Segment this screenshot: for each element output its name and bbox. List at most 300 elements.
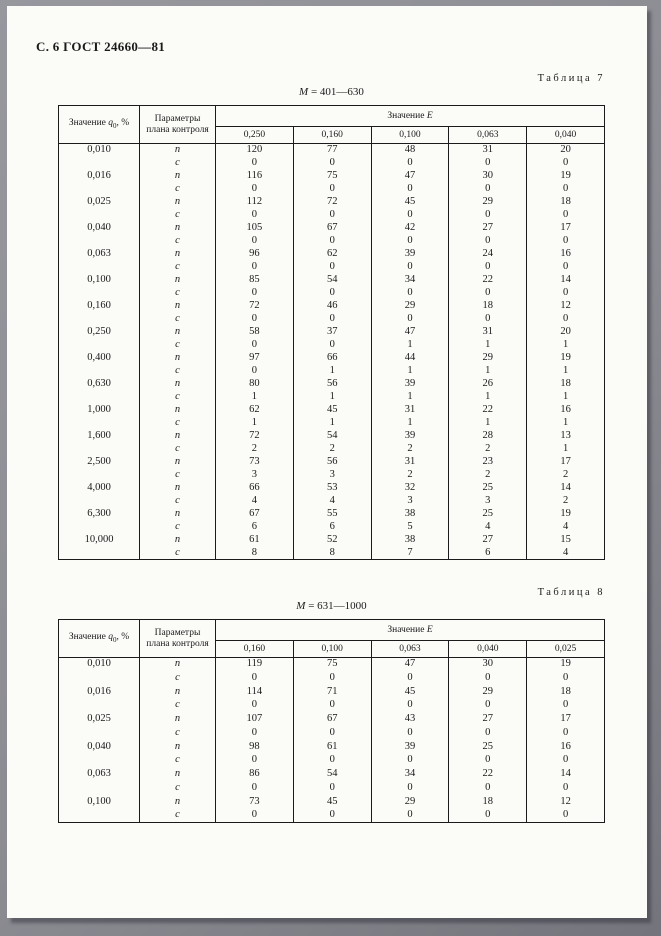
q-value-cell — [59, 443, 140, 456]
value-cell: 22 — [449, 404, 527, 417]
param-label-cell: c — [140, 287, 216, 300]
q-value-cell: 0,016 — [59, 170, 140, 183]
value-cell: 20 — [527, 144, 605, 157]
value-cell: 37 — [293, 326, 371, 339]
value-cell: 0 — [293, 261, 371, 274]
value-cell: 47 — [371, 326, 449, 339]
value-cell: 72 — [293, 196, 371, 209]
value-cell: 45 — [371, 685, 449, 699]
data-row — [59, 508, 605, 521]
table-8-body — [59, 658, 605, 823]
value-cell: 47 — [371, 658, 449, 672]
table-8-section — [58, 586, 605, 823]
data-row — [59, 781, 605, 795]
value-cell: 0 — [371, 781, 449, 795]
value-cell: 20 — [527, 326, 605, 339]
value-cell: 0 — [293, 726, 371, 740]
value-cell: 0 — [216, 261, 294, 274]
param-label-cell: n — [140, 274, 216, 287]
value-cell: 18 — [527, 196, 605, 209]
data-row — [59, 378, 605, 391]
value-cell: 26 — [449, 378, 527, 391]
value-cell: 0 — [371, 287, 449, 300]
value-cell: 3 — [371, 495, 449, 508]
value-cell: 1 — [527, 339, 605, 352]
param-label-cell: c — [140, 339, 216, 352]
value-cell: 0 — [527, 287, 605, 300]
table-7-caption: Таблица 7 — [537, 73, 605, 84]
value-cell: 73 — [216, 795, 294, 809]
value-cell: 1 — [527, 365, 605, 378]
value-cell: 75 — [293, 170, 371, 183]
data-row — [59, 754, 605, 768]
data-row — [59, 768, 605, 782]
value-cell: 8 — [293, 547, 371, 560]
param-label-cell: c — [140, 313, 216, 326]
q-value-cell — [59, 547, 140, 560]
value-cell: 29 — [449, 685, 527, 699]
param-label-cell: n — [140, 508, 216, 521]
value-cell: 12 — [527, 300, 605, 313]
e-value-header: 0,160 — [216, 641, 294, 658]
q-value-cell — [59, 699, 140, 713]
param-label-cell: c — [140, 671, 216, 685]
value-cell: 25 — [449, 740, 527, 754]
value-cell: 1 — [527, 443, 605, 456]
data-row — [59, 235, 605, 248]
value-cell: 0 — [527, 809, 605, 823]
value-cell: 46 — [293, 300, 371, 313]
value-cell: 0 — [527, 671, 605, 685]
e-value-header: 0,040 — [449, 641, 527, 658]
value-cell: 0 — [293, 671, 371, 685]
value-cell: 3 — [216, 469, 294, 482]
value-cell: 48 — [371, 144, 449, 157]
value-cell: 47 — [371, 170, 449, 183]
value-cell: 120 — [216, 144, 294, 157]
value-cell: 0 — [527, 261, 605, 274]
value-cell: 0 — [371, 809, 449, 823]
value-cell: 0 — [449, 781, 527, 795]
table-7-body — [59, 144, 605, 560]
title-range: = 401—630 — [308, 86, 364, 98]
table-8-title — [58, 600, 605, 613]
value-cell: 16 — [527, 740, 605, 754]
data-row — [59, 521, 605, 534]
param-label-cell: c — [140, 809, 216, 823]
value-cell: 3 — [449, 495, 527, 508]
value-cell: 2 — [371, 469, 449, 482]
q-value-cell: 0,063 — [59, 248, 140, 261]
value-cell: 29 — [449, 352, 527, 365]
param-label-cell: n — [140, 685, 216, 699]
value-cell: 32 — [371, 482, 449, 495]
data-row — [59, 183, 605, 196]
value-cell: 0 — [216, 699, 294, 713]
value-cell: 0 — [449, 313, 527, 326]
value-cell: 73 — [216, 456, 294, 469]
q-value-cell: 0,063 — [59, 768, 140, 782]
e-value-header: 0,250 — [216, 127, 294, 144]
value-cell: 39 — [371, 378, 449, 391]
value-cell: 55 — [293, 508, 371, 521]
value-cell: 45 — [293, 404, 371, 417]
value-cell: 38 — [371, 534, 449, 547]
table-8-caption: Таблица 8 — [537, 587, 605, 598]
value-cell: 19 — [527, 508, 605, 521]
value-cell: 75 — [293, 658, 371, 672]
value-cell: 39 — [371, 740, 449, 754]
value-cell: 56 — [293, 456, 371, 469]
value-cell: 0 — [293, 313, 371, 326]
value-cell: 0 — [293, 699, 371, 713]
data-row — [59, 495, 605, 508]
data-row — [59, 443, 605, 456]
value-cell: 30 — [449, 170, 527, 183]
title-variable: M — [296, 600, 306, 612]
value-cell: 7 — [371, 547, 449, 560]
value-cell: 0 — [449, 183, 527, 196]
value-cell: 1 — [371, 417, 449, 430]
param-label-cell: n — [140, 482, 216, 495]
value-cell: 52 — [293, 534, 371, 547]
data-row — [59, 352, 605, 365]
value-cell: 34 — [371, 274, 449, 287]
e-value-header: 0,025 — [527, 641, 605, 658]
value-cell: 85 — [216, 274, 294, 287]
value-cell: 0 — [216, 365, 294, 378]
data-row — [59, 391, 605, 404]
value-cell: 31 — [371, 456, 449, 469]
q-value-cell: 0,100 — [59, 274, 140, 287]
value-cell: 0 — [216, 313, 294, 326]
param-label-cell: c — [140, 781, 216, 795]
value-cell: 1 — [449, 339, 527, 352]
param-label-cell: c — [140, 443, 216, 456]
q-value-cell: 1,000 — [59, 404, 140, 417]
q-value-cell — [59, 209, 140, 222]
data-row — [59, 196, 605, 209]
value-cell: 39 — [371, 430, 449, 443]
page-header: С. 6 ГОСТ 24660—81 — [36, 39, 166, 54]
value-cell: 27 — [449, 713, 527, 727]
value-cell: 1 — [216, 391, 294, 404]
value-cell: 62 — [216, 404, 294, 417]
value-cell: 54 — [293, 768, 371, 782]
value-cell: 31 — [371, 404, 449, 417]
value-cell: 0 — [216, 671, 294, 685]
q-value-cell — [59, 521, 140, 534]
value-cell: 0 — [527, 313, 605, 326]
param-label-cell: n — [140, 768, 216, 782]
q-value-cell: 0,010 — [59, 144, 140, 157]
param-label-cell: n — [140, 352, 216, 365]
param-label-cell: n — [140, 248, 216, 261]
value-cell: 61 — [293, 740, 371, 754]
value-cell: 30 — [449, 658, 527, 672]
param-label-cell: n — [140, 196, 216, 209]
data-row — [59, 713, 605, 727]
value-cell: 0 — [449, 261, 527, 274]
data-row — [59, 170, 605, 183]
q-value-cell — [59, 781, 140, 795]
page-content — [58, 72, 605, 823]
data-row — [59, 287, 605, 300]
value-cell: 27 — [449, 534, 527, 547]
q-header-symbol: q — [108, 117, 113, 128]
value-cell: 0 — [293, 781, 371, 795]
value-cell: 0 — [371, 754, 449, 768]
value-cell: 0 — [449, 209, 527, 222]
q-value-cell: 0,100 — [59, 795, 140, 809]
param-label-cell: n — [140, 404, 216, 417]
value-cell: 17 — [527, 456, 605, 469]
param-label-cell: c — [140, 726, 216, 740]
value-cell: 14 — [527, 768, 605, 782]
title-variable: M — [299, 86, 309, 98]
value-cell: 43 — [371, 713, 449, 727]
value-cell: 25 — [449, 508, 527, 521]
value-cell: 13 — [527, 430, 605, 443]
param-label-cell: n — [140, 534, 216, 547]
value-cell: 0 — [449, 754, 527, 768]
value-cell: 1 — [293, 417, 371, 430]
value-cell: 0 — [216, 287, 294, 300]
data-row — [59, 209, 605, 222]
value-cell: 112 — [216, 196, 294, 209]
value-cell: 2 — [449, 469, 527, 482]
value-cell: 4 — [449, 521, 527, 534]
q-header-unit: , % — [116, 117, 130, 128]
param-label-cell: n — [140, 144, 216, 157]
q-value-cell: 0,630 — [59, 378, 140, 391]
value-cell: 0 — [216, 209, 294, 222]
value-cell: 45 — [293, 795, 371, 809]
data-row — [59, 795, 605, 809]
value-cell: 18 — [449, 300, 527, 313]
value-cell: 0 — [216, 339, 294, 352]
value-cell: 58 — [216, 326, 294, 339]
q-header-text: Значение — [68, 631, 109, 642]
table-7-title — [58, 86, 605, 99]
header-row-main — [59, 620, 605, 641]
value-cell: 0 — [293, 287, 371, 300]
value-cell: 2 — [527, 469, 605, 482]
value-cell: 0 — [527, 157, 605, 170]
value-cell: 105 — [216, 222, 294, 235]
param-label-cell: c — [140, 699, 216, 713]
data-row — [59, 430, 605, 443]
value-cell: 0 — [216, 157, 294, 170]
q-value-cell — [59, 339, 140, 352]
q-value-cell — [59, 183, 140, 196]
value-cell: 66 — [293, 352, 371, 365]
param-label-cell: n — [140, 456, 216, 469]
param-label-cell: c — [140, 521, 216, 534]
table-8 — [58, 619, 605, 823]
value-cell: 38 — [371, 508, 449, 521]
data-row — [59, 326, 605, 339]
value-cell: 54 — [293, 274, 371, 287]
q-value-cell — [59, 157, 140, 170]
q-value-cell: 0,025 — [59, 713, 140, 727]
value-cell: 0 — [449, 809, 527, 823]
value-cell: 0 — [293, 754, 371, 768]
e-header-symbol: E — [426, 111, 433, 121]
data-row — [59, 261, 605, 274]
param-label-cell: n — [140, 740, 216, 754]
q-value-cell: 4,000 — [59, 482, 140, 495]
q-value-cell — [59, 261, 140, 274]
q-value-cell — [59, 365, 140, 378]
value-cell: 16 — [527, 404, 605, 417]
q-header-symbol: q — [108, 631, 113, 642]
value-cell: 1 — [371, 391, 449, 404]
value-cell: 53 — [293, 482, 371, 495]
value-cell: 0 — [527, 699, 605, 713]
data-row — [59, 469, 605, 482]
value-cell: 17 — [527, 713, 605, 727]
value-cell: 0 — [371, 235, 449, 248]
e-value-header: 0,063 — [371, 641, 449, 658]
value-cell: 3 — [293, 469, 371, 482]
value-cell: 45 — [371, 196, 449, 209]
value-cell: 0 — [449, 235, 527, 248]
table-7-section — [58, 72, 605, 560]
q-value-cell: 2,500 — [59, 456, 140, 469]
value-cell: 0 — [449, 671, 527, 685]
value-cell: 86 — [216, 768, 294, 782]
value-cell: 22 — [449, 274, 527, 287]
q-header-unit: , % — [116, 631, 130, 642]
value-cell: 72 — [216, 430, 294, 443]
value-cell: 4 — [293, 495, 371, 508]
value-cell: 18 — [449, 795, 527, 809]
param-label-cell: c — [140, 391, 216, 404]
value-cell: 29 — [371, 795, 449, 809]
param-label-cell: n — [140, 378, 216, 391]
value-cell: 0 — [449, 157, 527, 170]
data-row — [59, 547, 605, 560]
e-value-header: 0,100 — [371, 127, 449, 144]
value-cell: 2 — [449, 443, 527, 456]
e-value-header: 0,040 — [527, 127, 605, 144]
value-cell: 25 — [449, 482, 527, 495]
value-cell: 0 — [371, 261, 449, 274]
q-value-cell — [59, 469, 140, 482]
value-cell: 54 — [293, 430, 371, 443]
value-cell: 4 — [527, 521, 605, 534]
e-value-header: 0,063 — [449, 127, 527, 144]
param-label-cell: c — [140, 209, 216, 222]
params-column-header: Параметры плана контроля — [140, 620, 216, 658]
q-value-cell: 0,040 — [59, 740, 140, 754]
value-cell: 0 — [216, 183, 294, 196]
header-row-main — [59, 106, 605, 127]
value-cell: 1 — [449, 391, 527, 404]
value-cell: 5 — [371, 521, 449, 534]
value-cell: 0 — [371, 183, 449, 196]
param-label-cell: n — [140, 300, 216, 313]
value-cell: 6 — [216, 521, 294, 534]
param-label-cell: c — [140, 417, 216, 430]
data-row — [59, 534, 605, 547]
value-cell: 17 — [527, 222, 605, 235]
title-range: = 631—1000 — [305, 600, 367, 612]
value-cell: 0 — [449, 726, 527, 740]
q-value-cell: 0,160 — [59, 300, 140, 313]
data-row — [59, 809, 605, 823]
value-cell: 96 — [216, 248, 294, 261]
value-cell: 16 — [527, 248, 605, 261]
param-label-cell: n — [140, 713, 216, 727]
e-value-header: 0,100 — [293, 641, 371, 658]
data-row — [59, 482, 605, 495]
data-row — [59, 740, 605, 754]
e-span-header — [216, 620, 605, 641]
data-row — [59, 726, 605, 740]
q-header-subscript: 0 — [113, 635, 117, 644]
value-cell: 0 — [527, 781, 605, 795]
value-cell: 0 — [216, 235, 294, 248]
q-value-cell — [59, 417, 140, 430]
value-cell: 98 — [216, 740, 294, 754]
data-row — [59, 300, 605, 313]
q-value-cell: 0,010 — [59, 658, 140, 672]
q-column-header — [59, 106, 140, 144]
value-cell: 67 — [293, 713, 371, 727]
value-cell: 0 — [293, 235, 371, 248]
param-label-cell: c — [140, 469, 216, 482]
data-row — [59, 685, 605, 699]
value-cell: 1 — [216, 417, 294, 430]
value-cell: 1 — [527, 391, 605, 404]
data-row — [59, 157, 605, 170]
value-cell: 0 — [449, 699, 527, 713]
q-value-cell: 10,000 — [59, 534, 140, 547]
value-cell: 0 — [371, 699, 449, 713]
q-value-cell: 0,016 — [59, 685, 140, 699]
q-header-subscript: 0 — [113, 121, 117, 130]
value-cell: 56 — [293, 378, 371, 391]
value-cell: 19 — [527, 658, 605, 672]
data-row — [59, 274, 605, 287]
value-cell: 0 — [371, 726, 449, 740]
q-value-cell — [59, 726, 140, 740]
value-cell: 31 — [449, 144, 527, 157]
data-row — [59, 313, 605, 326]
value-cell: 24 — [449, 248, 527, 261]
value-cell: 0 — [216, 809, 294, 823]
data-row — [59, 248, 605, 261]
value-cell: 67 — [293, 222, 371, 235]
value-cell: 15 — [527, 534, 605, 547]
e-header-symbol: E — [426, 625, 433, 635]
value-cell: 14 — [527, 482, 605, 495]
value-cell: 4 — [216, 495, 294, 508]
value-cell: 0 — [216, 754, 294, 768]
value-cell: 0 — [527, 235, 605, 248]
data-row — [59, 699, 605, 713]
document-page — [7, 6, 647, 918]
value-cell: 0 — [449, 287, 527, 300]
q-value-cell — [59, 287, 140, 300]
param-label-cell: n — [140, 658, 216, 672]
q-value-cell: 0,250 — [59, 326, 140, 339]
value-cell: 0 — [293, 183, 371, 196]
value-cell: 2 — [216, 443, 294, 456]
value-cell: 66 — [216, 482, 294, 495]
